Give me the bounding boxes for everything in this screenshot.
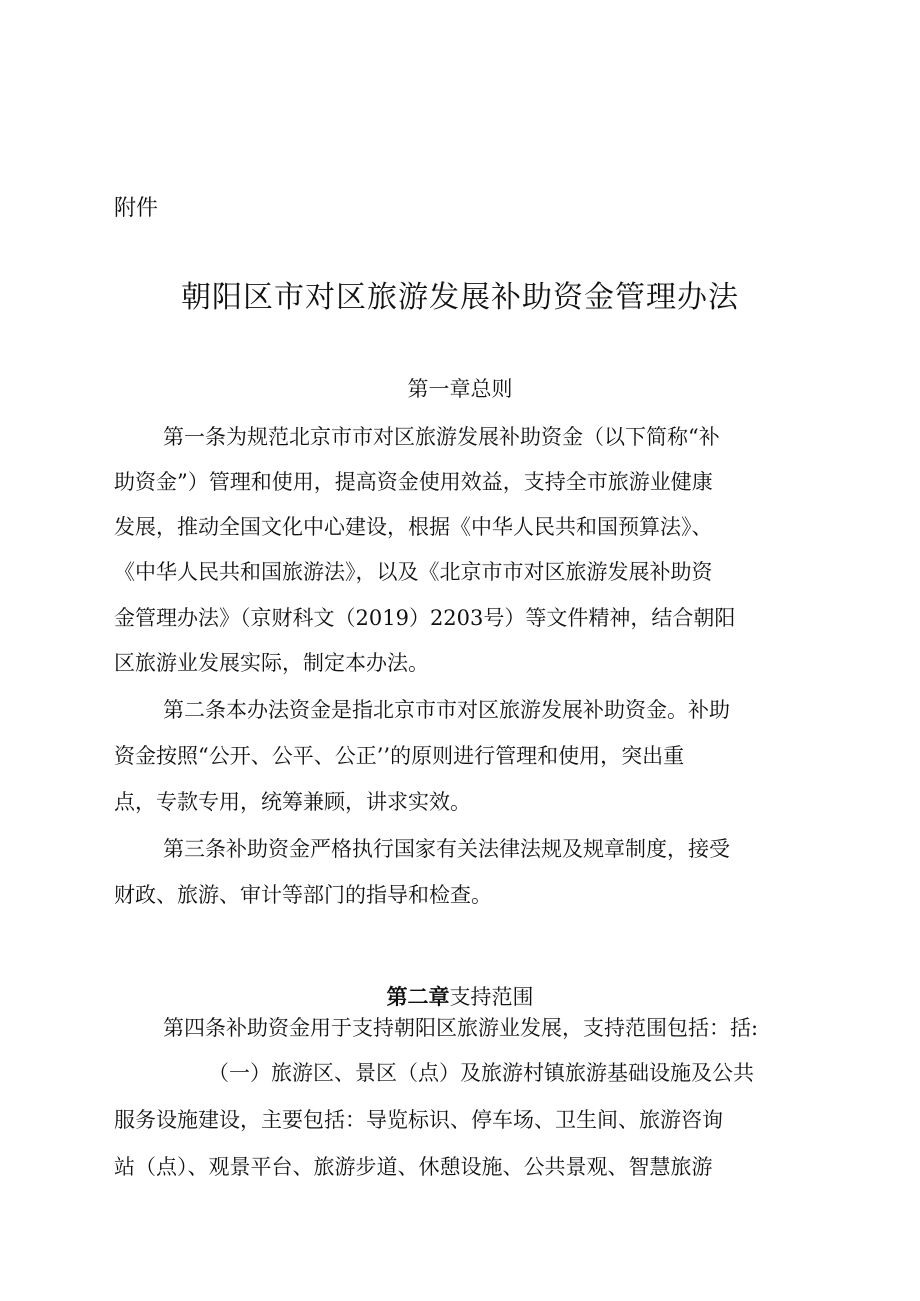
article-1-line-5: 金管理办法》（京财科文（2019）2203号）等文件精神，结合朝阳 — [114, 606, 736, 630]
chapter-2-title: 支持范围 — [449, 985, 534, 1009]
attachment-label: 附件 — [114, 196, 159, 221]
article-1-line-6: 区旅游业发展实际，制定本办法。 — [114, 651, 429, 675]
article-4-line-1: 第四条补助资金用于支持朝阳区旅游业发展，支持范围包括：括: — [163, 1016, 759, 1040]
article-1-line-2: 助资金”）管理和使用，提高资金使用效益，支持全市旅游业健康 — [114, 470, 713, 494]
article-2-line-3: 点，专款专用，统筹兼顾，讲求实效。 — [114, 790, 471, 814]
article-4-line-3: 服务设施建设，主要包括：导览标识、停车场、卫生间、旅游咨询 — [114, 1108, 723, 1132]
article-2-line-1: 第二条本办法资金是指北京市市对区旅游发展补助资金。补助 — [163, 698, 730, 722]
article-4-line-2: （一）旅游区、景区（点）及旅游村镇旅游基础设施及公共 — [208, 1061, 754, 1085]
article-1-line-4: 《中华人民共和国旅游法》，以及《北京市市对区旅游发展补助资 — [114, 560, 713, 584]
article-3-line-2: 财政、旅游、审计等部门的指导和检查。 — [114, 883, 492, 907]
article-3-line-1: 第三条补助资金严格执行国家有关法律法规及规章制度，接受 — [163, 837, 730, 861]
chapter-2-heading — [0, 982, 920, 1012]
chapter-2-number: 第二章 — [386, 984, 450, 1009]
article-4-line-4: 站（点）、观景平台、旅游步道、休憩设施、公共景观、智慧旅游 — [114, 1155, 713, 1179]
article-1-line-3: 发展，推动全国文化中心建设，根据《中华人民共和国预算法》、 — [114, 515, 713, 539]
document-title: 朝阳区市对区旅游发展补助资金管理办法 — [181, 280, 739, 315]
article-2-line-2: 资金按照“公开、公平、公正’’的原则进行管理和使用，突出重 — [114, 744, 685, 768]
article-1-line-1: 第一条为规范北京市市对区旅游发展补助资金（以下简称“补 — [163, 425, 720, 449]
chapter-1-heading: 第一章总则 — [407, 377, 513, 401]
